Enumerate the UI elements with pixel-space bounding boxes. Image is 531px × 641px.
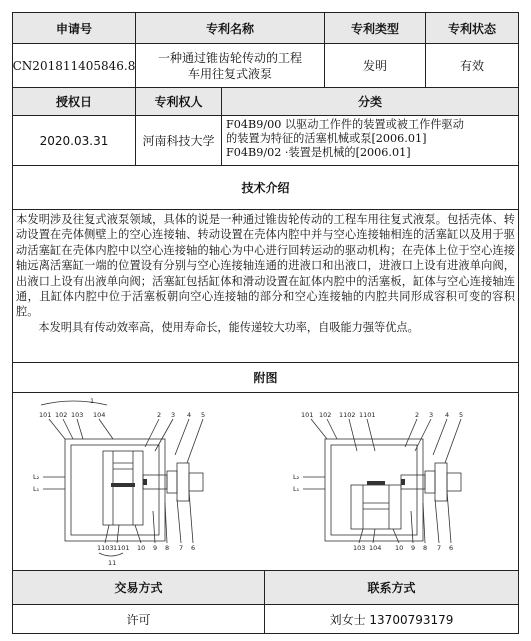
left-label-3: 3 bbox=[171, 411, 176, 419]
patent-name-line1: 一种通过锥齿轮传动的工程 bbox=[157, 50, 302, 65]
left-label-10: 10 bbox=[137, 544, 146, 552]
footer-header-row bbox=[13, 571, 518, 605]
right-label-103: 103 bbox=[353, 544, 366, 552]
patent-row bbox=[13, 44, 518, 88]
right-figure-drawing bbox=[271, 393, 517, 569]
left-label-6: 6 bbox=[191, 544, 196, 552]
right-label-8: 8 bbox=[423, 544, 428, 552]
right-label-104: 104 bbox=[369, 544, 382, 552]
left-label-8: 8 bbox=[165, 544, 170, 552]
patent-info-sheet bbox=[12, 12, 519, 634]
right-label-4: 4 bbox=[445, 411, 450, 419]
patent-status: 有效 bbox=[459, 59, 484, 73]
owner: 河南科技大学 bbox=[136, 116, 222, 165]
left-label-L1: L₁ bbox=[33, 485, 40, 493]
patent-status-label: 专利状态 bbox=[426, 13, 518, 43]
patent-name bbox=[136, 44, 325, 87]
tech-intro-row bbox=[13, 210, 518, 363]
left-label-2: 2 bbox=[157, 411, 162, 419]
left-label-1103: 1103 bbox=[97, 544, 114, 552]
footer-row bbox=[13, 605, 518, 633]
tech-intro-paragraph-2: 本发明具有传动效率高，使用寿命长，能传递较大功率，自吸能力强等优点。 bbox=[38, 320, 419, 334]
classification bbox=[222, 116, 518, 165]
right-label-102: 102 bbox=[319, 411, 332, 419]
patent-name-line2: 车用往复式液泵 bbox=[187, 66, 272, 81]
left-label-4: 4 bbox=[187, 411, 192, 419]
figure-label: 附图 bbox=[253, 371, 278, 385]
right-label-7: 7 bbox=[437, 544, 442, 552]
left-label-7: 7 bbox=[179, 544, 184, 552]
grant-date: 2020.03.31 bbox=[13, 116, 136, 165]
transaction-label: 交易方式 bbox=[13, 571, 265, 604]
left-label-group-1: 1 bbox=[90, 397, 95, 405]
right-label-1102: 1102 bbox=[339, 411, 356, 419]
patent-type-label: 专利类型 bbox=[325, 13, 426, 43]
application-no-label: 申请号 bbox=[13, 13, 136, 43]
grant-date-label: 授权日 bbox=[13, 88, 136, 115]
left-label-104: 104 bbox=[93, 411, 106, 419]
figure-row bbox=[13, 393, 518, 571]
right-label-9: 9 bbox=[411, 544, 416, 552]
grant-header-row bbox=[13, 88, 518, 116]
figure-header-row bbox=[13, 363, 518, 393]
right-label-L1: L₁ bbox=[293, 485, 300, 493]
tech-intro-header-row bbox=[13, 166, 518, 210]
left-label-102: 102 bbox=[55, 411, 68, 419]
tech-intro-label: 技术介绍 bbox=[241, 181, 290, 195]
grant-row bbox=[13, 116, 518, 166]
left-label-5: 5 bbox=[201, 411, 206, 419]
right-label-5: 5 bbox=[459, 411, 464, 419]
tech-intro-paragraph-1: 本发明涉及往复式液泵领域，具体的说是一种通过锥齿轮传动的工程车用往复式液泵。包括壳体、转动设置在壳体侧壁上的空心连接轴、转动设置在壳体内腔中并与空心连接轴相连的活塞缸以及用于驱动活塞缸在壳体内腔中以空心连接轴的轴心为中心进行回转运动的驱动机构；在壳体上位于空心连接轴远离活塞缸一端的位置设有分别与空心连接轴连通的进液口和出液口，进液口上设有进液单向阀，出液口上设有出液单向阀；活塞缸包括缸体和滑动设置在缸体内腔中的活塞板，缸体与空心连接轴连通，且缸体内腔中位于活塞板朝向空心连接轴的部分和空心连接轴的内腔共同形成容积可变的容积腔。 bbox=[16, 213, 515, 319]
owner-label: 专利权人 bbox=[136, 88, 222, 115]
right-label-101: 101 bbox=[301, 411, 314, 419]
left-figure-drawing bbox=[13, 393, 263, 569]
patent-type: 发明 bbox=[325, 44, 426, 87]
left-label-group-11: 11 bbox=[108, 559, 117, 567]
transaction: 许可 bbox=[13, 605, 265, 633]
right-label-2: 2 bbox=[415, 411, 420, 419]
right-label-L2: L₂ bbox=[293, 473, 300, 481]
tech-intro-text bbox=[13, 210, 518, 337]
contact: 刘女士 13700793179 bbox=[329, 612, 454, 627]
left-label-1101: 1101 bbox=[113, 544, 130, 552]
application-no: CN201811405846.8 bbox=[13, 44, 136, 87]
right-label-3: 3 bbox=[429, 411, 434, 419]
left-label-103: 103 bbox=[71, 411, 84, 419]
left-label-101: 101 bbox=[39, 411, 52, 419]
left-label-L2: L₂ bbox=[33, 473, 40, 481]
classification-line-1: F04B9/00 以驱动工作件的装置或被工作件驱动 bbox=[226, 118, 464, 131]
right-label-6: 6 bbox=[449, 544, 454, 552]
right-label-10: 10 bbox=[395, 544, 404, 552]
header-row bbox=[13, 13, 518, 44]
contact-label: 联系方式 bbox=[265, 571, 518, 604]
left-label-9: 9 bbox=[153, 544, 158, 552]
right-label-1101: 1101 bbox=[359, 411, 376, 419]
classification-label: 分类 bbox=[222, 88, 518, 115]
classification-line-3: F04B9/02 ·装置是机械的[2006.01] bbox=[226, 146, 411, 159]
classification-line-2: 的装置为特征的活塞机械或泵[2006.01] bbox=[226, 132, 427, 145]
patent-name-label: 专利名称 bbox=[136, 13, 325, 43]
